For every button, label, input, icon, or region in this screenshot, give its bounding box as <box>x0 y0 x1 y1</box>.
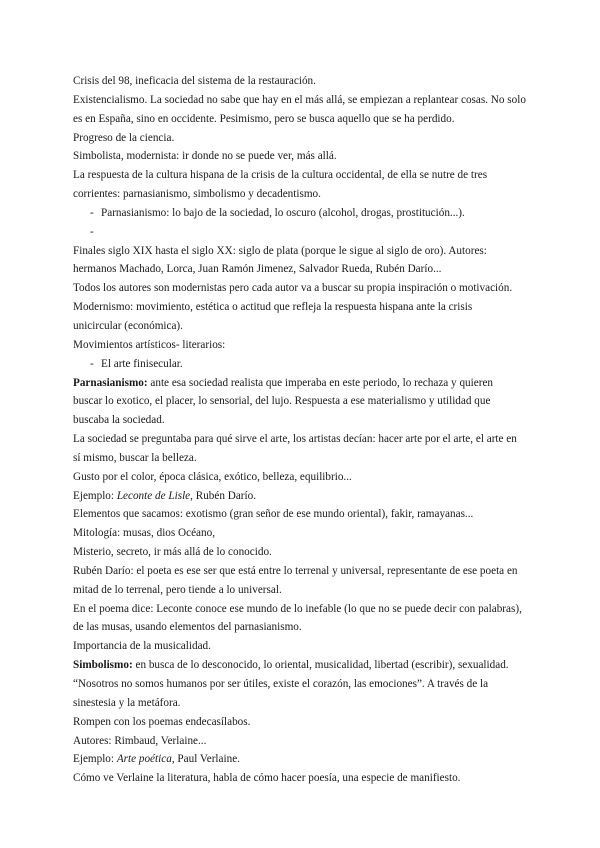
text-line: “Nosotros no somos humanos por ser útiles, existe el corazón, las emociones”. A través de la <box>73 678 489 690</box>
text-line: buscar lo exotico, el placer, lo sensorial, del lujo. Respuesta a ese materialismo y utilidad que <box>73 395 491 408</box>
text-line <box>73 487 530 506</box>
text-line: Elementos que sacamos: exotismo (gran señor de ese mundo oriental), fakir, ramayanas... <box>73 508 474 521</box>
text-line: buscaba la sociedad. <box>73 414 165 427</box>
text-line: mitad de lo terrenal, pero tiende a lo universal. <box>73 583 282 596</box>
bullet-dash: - <box>90 225 94 238</box>
text-line: corrientes: parnasianismo, simbolismo y decadentismo. <box>73 188 321 201</box>
section-heading-simbolismo: Simbolismo: <box>73 659 133 672</box>
text-line: es en España, sino en occidente. Pesimismo, pero se busca aquello que se ha perdido. <box>73 112 455 125</box>
text-run: en busca de lo desconocido, lo oriental, musicalidad, libertad (escribir), sexualidad. <box>132 659 509 672</box>
text-line: Simbolista, modernista: ir donde no se puede ver, más allá. <box>73 150 337 163</box>
text-line: Finales siglo XIX hasta el siglo XX: siglo de plata (porque le sigue al siglo de oro). Autores: <box>73 244 487 257</box>
text-line: La respuesta de la cultura hispana de la crisis de la cultura occidental, de ella se nutre de tres <box>73 169 488 182</box>
text-line: Todos los autores son modernistas pero cada autor va a buscar su propia inspiración o motivación. <box>73 282 513 295</box>
text-line: hermanos Machado, Lorca, Juan Ramón Jimenez, Salvador Rueda, Rubén Darío... <box>73 263 442 276</box>
list-item <box>73 204 530 223</box>
list-item-text: El arte finisecular. <box>101 357 183 370</box>
text-line: Rompen con los poemas endecasílabos. <box>73 715 251 728</box>
italic-title: Arte poética <box>116 753 172 766</box>
text-run: , Paul Verlaine. <box>171 753 240 766</box>
text-line: Autores: Rimbaud, Verlaine... <box>73 734 207 747</box>
text-line: sí mismo, buscar la belleza. <box>73 451 197 464</box>
text-run: , Rubén Darío. <box>190 489 257 502</box>
bullet-dash: - <box>90 357 94 370</box>
text-line <box>73 656 530 675</box>
text-line: Existencialismo. La sociedad no sabe que hay en el más allá, se empiezan a replantear cosas. No solo <box>73 93 526 106</box>
section-heading-parnasianismo: Parnasianismo: <box>73 376 148 389</box>
text-line: Progreso de la ciencia. <box>73 131 175 144</box>
list-item-text: Parnasianismo: lo bajo de la sociedad, lo oscuro (alcohol, drogas, prostitución...). <box>101 206 465 219</box>
text-line: Importancia de la musicalidad. <box>73 640 211 653</box>
text-line: unicircular (económica). <box>73 319 183 332</box>
text-line: de las musas, usando elementos del parnasianismo. <box>73 621 302 634</box>
bullet-dash: - <box>90 206 94 219</box>
text-run: Ejemplo: <box>73 489 117 502</box>
text-line: Gusto por el color, época clásica, exótico, belleza, equilibrio... <box>73 470 352 483</box>
text-line <box>73 750 530 769</box>
text-run: ante esa sociedad realista que imperaba en este periodo, lo rechaza y quieren <box>147 376 493 389</box>
list-item <box>73 355 530 374</box>
text-line: Cómo ve Verlaine la literatura, habla de cómo hacer poesía, una especie de manifiesto. <box>73 772 461 785</box>
text-line: Rubén Darío: el poeta es ese ser que está entre lo terrenal y universal, representante de ese poeta en <box>73 564 518 577</box>
text-line: Crisis del 98, ineficacia del sistema de la restauración. <box>73 75 316 87</box>
text-line: Movimientos artísticos- literarios: <box>73 338 226 351</box>
text-line: En el poema dice: Leconte conoce ese mundo de lo inefable (lo que no se puede decir con palabras), <box>73 602 522 615</box>
text-run: Ejemplo: <box>73 753 117 766</box>
text-line: sinestesia y la metáfora. <box>73 696 181 709</box>
text-line: Modernismo: movimiento, estética o actitud que refleja la respuesta hispana ante la crisis <box>73 301 473 314</box>
italic-title: Leconte de Lisle <box>116 489 191 502</box>
text-line: Misterio, secreto, ir más allá de lo conocido. <box>73 546 272 559</box>
text-line <box>73 374 530 393</box>
text-line: Mitología: musas, dios Océano, <box>73 527 216 540</box>
list-item-empty <box>73 223 530 242</box>
text-line: La sociedad se preguntaba para qué sirve el arte, los artistas decían: hacer arte por el arte, el arte en <box>73 433 517 446</box>
